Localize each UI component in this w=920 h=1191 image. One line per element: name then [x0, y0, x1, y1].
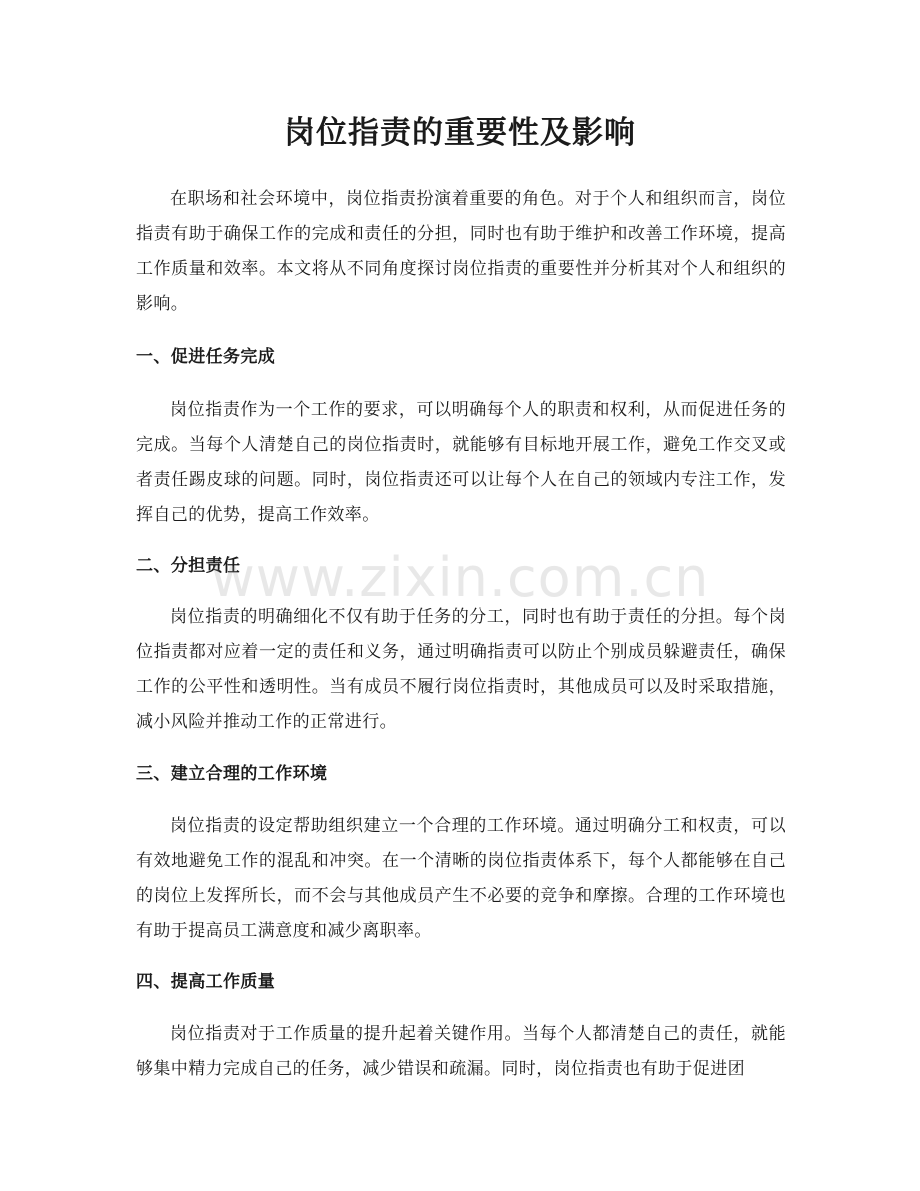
section-heading-2: 二、分担责任: [136, 556, 241, 576]
section-body-4: 岗位指责对于工作质量的提升起着关键作用。当每个人都清楚自己的责任，就能够集中精力完成自己的任务，减少错误和疏漏。同时，岗位指责也有助于促进团: [136, 1024, 786, 1079]
section-body-2: 岗位指责的明确细化不仅有助于任务的分工，同时也有助于责任的分担。每个岗位指责都对应着一定的责任和义务，通过明确指责可以防止个别成员躲避责任，确保工作的公平性和透明性。当有成员不履行岗位指责时，其他成员可以及时采取措施，减小风险并推动工作的正常进行。: [136, 607, 786, 732]
page-title: 岗位指责的重要性及影响: [284, 115, 636, 151]
section-heading-4: 四、提高工作质量: [136, 972, 276, 992]
watermark-text: www.zixin.com.cn: [210, 546, 710, 609]
section-body-3: 岗位指责的设定帮助组织建立一个合理的工作环境。通过明确分工和权责，可以有效地避免工作的混乱和冲突。在一个清晰的岗位指责体系下，每个人都能够在自己的岗位上发挥所长，而不会与其他成员产生不必要的竞争和摩擦。合理的工作环境也有助于提高员工满意度和减少离职率。: [136, 816, 786, 941]
section-body-1: 岗位指责作为一个工作的要求，可以明确每个人的职责和权利，从而促进任务的完成。当每个人清楚自己的岗位指责时，就能够有目标地开展工作，避免工作交叉或者责任踢皮球的问题。同时，岗位指责还可以让每个人在自己的领域内专注工作，发挥自己的优势，提高工作效率。: [136, 400, 786, 525]
intro-paragraph: 在职场和社会环境中，岗位指责扮演着重要的角色。对于个人和组织而言，岗位指责有助于确保工作的完成和责任的分担，同时也有助于维护和改善工作环境，提高工作质量和效率。本文将从不同角度探讨岗位指责的重要性并分析其对个人和组织的影响。: [136, 189, 786, 314]
section-heading-1: 一、促进任务完成: [136, 347, 276, 367]
section-heading-3: 三、建立合理的工作环境: [136, 764, 328, 784]
